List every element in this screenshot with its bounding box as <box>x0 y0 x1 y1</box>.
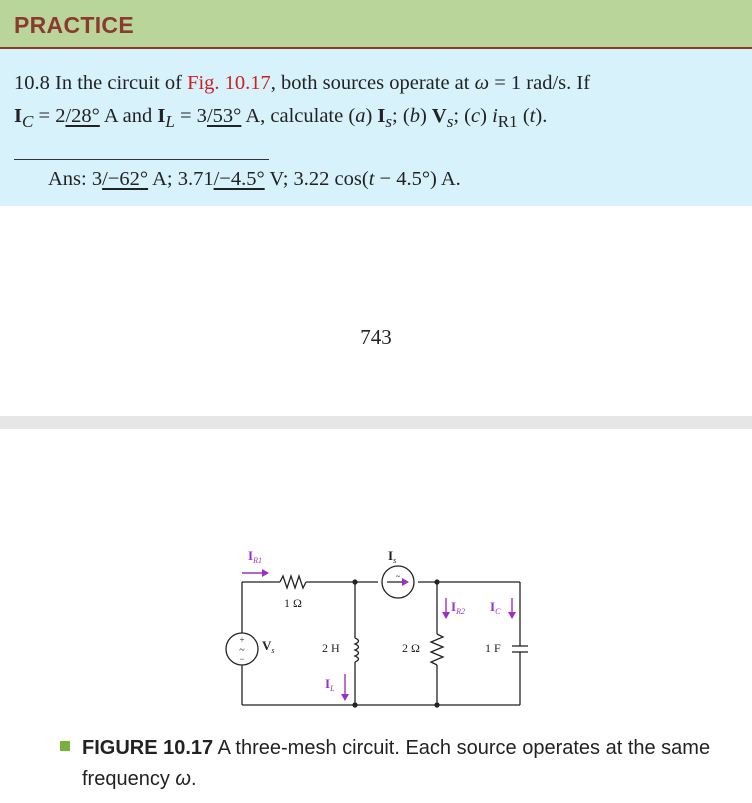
caption-bullet-icon <box>60 741 70 751</box>
label-ir2: $I_{R2}$ <box>451 599 465 616</box>
practice-header <box>0 0 752 49</box>
figure-link[interactable]: Fig. 10.17 <box>187 72 271 94</box>
label-c: 1 F <box>485 641 501 655</box>
label-is: $I_s$ <box>388 548 397 565</box>
label-il: $I_L$ <box>325 676 335 693</box>
inductor-2h <box>355 638 359 662</box>
problem-statement: 10.8 In the circuit of Fig. 10.17, both sources operate at ω = 1 rad/s. If $I_C = 2/28^\circ$ A and $I_L = 3/53^\circ$ A, calculate (a) $I_s$; (b) $V_s$; (c) $i_{R1}$ (t). <box>14 72 591 132</box>
label-ic: $I_C$ <box>490 599 501 616</box>
answer-divider <box>14 159 269 160</box>
circuit-diagram <box>222 542 542 722</box>
page-separator <box>0 416 752 429</box>
node-dot <box>434 702 439 707</box>
resistor-2ohm <box>431 634 443 665</box>
answer-line: Ans: 3/−62° A; 3.71/−4.5° V; 3.22 cos(t − 4.5°) A. <box>48 168 461 190</box>
node-dot <box>434 579 439 584</box>
label-vs: $V_s$ <box>262 638 275 655</box>
label-r1: 1 Ω <box>284 596 302 610</box>
caption-label: FIGURE 10.17 <box>82 737 214 759</box>
svg-text:~: ~ <box>239 645 245 656</box>
figure-caption: FIGURE 10.17 A three-mesh circuit. Each source operates at the same frequency ω. <box>60 733 720 795</box>
practice-title: PRACTICE <box>14 12 134 38</box>
problem-number: 10.8 <box>14 72 50 94</box>
current-source <box>382 566 414 598</box>
resistor-1ohm <box>280 576 306 588</box>
svg-text:−: − <box>239 654 245 664</box>
svg-text:+: + <box>239 635 245 645</box>
practice-box <box>0 49 752 206</box>
label-l: 2 H <box>322 641 340 655</box>
node-dot <box>352 702 357 707</box>
voltage-source <box>226 633 258 665</box>
page-number: 743 <box>360 325 392 349</box>
label-ir1: $I_{R1}$ <box>248 548 262 565</box>
node-dot <box>352 579 357 584</box>
svg-text:~: ~ <box>395 572 401 581</box>
label-r2: 2 Ω <box>402 641 420 655</box>
